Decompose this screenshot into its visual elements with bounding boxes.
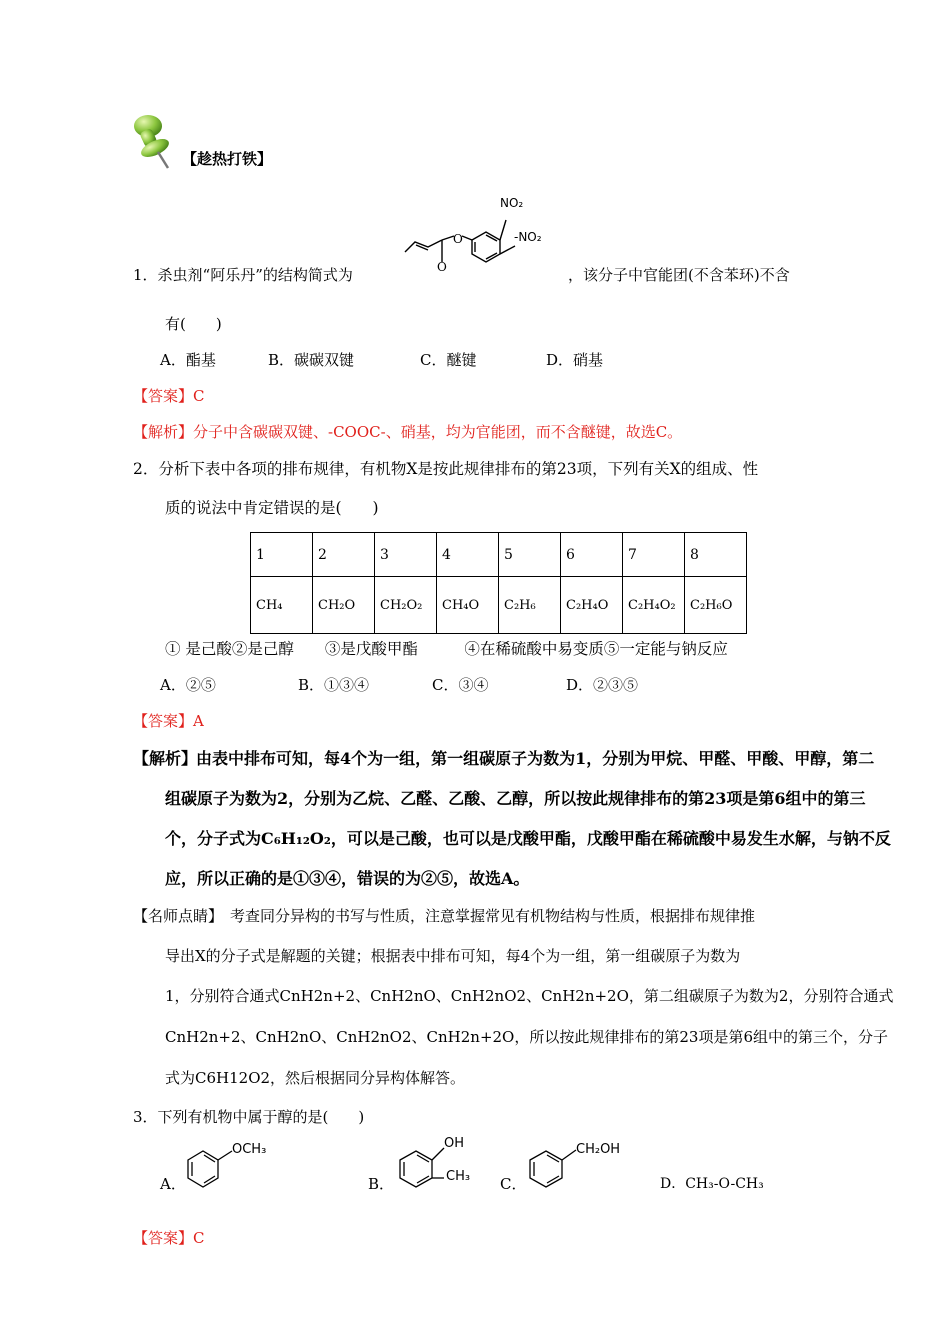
- q1-analysis-label: 【解析】: [133, 423, 194, 441]
- q3-answer: [133, 1227, 205, 1248]
- q2-option-b: B．①③④: [298, 676, 370, 694]
- q2-answer-value: A: [193, 712, 204, 730]
- q3-option-d: D．CH₃-O-CH₃: [660, 1176, 764, 1192]
- q2-stem-a: 2．分析下表中各项的排布规律，有机物X是按此规律排布的第23项，下列有关X的组成、性: [133, 460, 759, 478]
- q3-option-b: B．: [368, 1175, 395, 1193]
- q2-tip-line-5: 式为C6H12O2，然后根据同分异构体解答。: [165, 1069, 466, 1087]
- table-cell: 5: [499, 533, 561, 577]
- table-cell: C₂H₄O: [561, 577, 623, 634]
- q2-analysis-line-2: 组碳原子为数为2，分别为乙烷、乙醛、乙酸、乙醇，所以按此规律排布的第23项是第6组中的第三: [165, 789, 866, 808]
- table-cell: 7: [623, 533, 685, 577]
- q1-option-c: C．醚键: [420, 351, 477, 369]
- table-cell: 3: [375, 533, 437, 577]
- q1-answer-label: 【答案】: [133, 387, 194, 405]
- table-cell: 1: [251, 533, 313, 577]
- aledan-structure: [400, 192, 570, 286]
- cresol-structure: [388, 1132, 488, 1202]
- aledan-no2-top: NO₂: [500, 196, 524, 210]
- benzyl-alcohol-structure: [520, 1132, 640, 1202]
- q2-analysis-label: 【解析】: [133, 749, 198, 768]
- pushpin-icon: [128, 112, 180, 176]
- q1-option-a: A．酯基: [160, 351, 216, 369]
- q1-analysis-text: 分子中含碳碳双键、-COOC-、硝基，均为官能团，而不含醚键，故选C。: [193, 423, 683, 441]
- q1-answer-value: C: [193, 387, 205, 405]
- q2-tip-line-1: 考查同分异构的书写与性质，注意掌握常见有机物结构与性质，根据排布规律推: [230, 907, 756, 925]
- q2-analysis-line-1: 由表中排布可知，每4个为一组，第一组碳原子为数为1，分别为甲烷、甲醛、甲酸、甲醇，第二: [196, 749, 875, 768]
- table-cell: C₂H₆O: [685, 577, 747, 634]
- aledan-no2-right: -NO₂: [514, 230, 542, 244]
- q1-analysis: [133, 421, 682, 442]
- table-cell: CH₄: [251, 577, 313, 634]
- q2-answer: [133, 710, 204, 731]
- table-cell: CH₄O: [437, 577, 499, 634]
- benzyl-ch2oh-label: CH₂OH: [576, 1142, 621, 1157]
- anisole-structure: [178, 1138, 288, 1202]
- q2-stem-b: 质的说法中肯定错误的是( ): [165, 499, 379, 517]
- aledan-o-bridge: O: [453, 232, 463, 246]
- cresol-ch3-label: CH₃: [446, 1169, 471, 1184]
- q2-option-c: C．③④: [432, 676, 489, 694]
- q2-tip-line-4: CnH2n+2、CnH2nO、CnH2nO2、CnH2n+2O，所以按此规律排布的第23项是第6组中的第三个，分子: [165, 1028, 888, 1046]
- q2-answer-label: 【答案】: [133, 712, 194, 730]
- q3-answer-label: 【答案】: [133, 1229, 194, 1247]
- table-cell: CH₂O₂: [375, 577, 437, 634]
- table-cell: CH₂O: [313, 577, 375, 634]
- table-row-formulas: [251, 577, 747, 634]
- q1-stem-a: 1．杀虫剂“阿乐丹”的结构简式为: [133, 266, 353, 284]
- table-cell: 4: [437, 533, 499, 577]
- table-cell: C₂H₄O₂: [623, 577, 685, 634]
- q2-analysis-line-3: 个，分子式为C₆H₁₂O₂，可以是己酸，也可以是戊酸甲酯，戊酸甲酯在稀硫酸中易发生水解，与钠不反: [165, 829, 891, 848]
- q2-tip-label: 【名师点睛】: [133, 907, 224, 925]
- section-title: 【趁热打铁】: [182, 150, 273, 168]
- cresol-oh-label: OH: [444, 1136, 465, 1151]
- table-cell: 2: [313, 533, 375, 577]
- q2-tip-line-2: 导出X的分子式是解题的关键；根据表中排布可知，每4个为一组，第一组碳原子为数为: [165, 947, 741, 965]
- q2-statements: ① 是己酸②是己醇 ③是戊酸甲酯 ④在稀硫酸中易变质⑤一定能与钠反应: [165, 640, 728, 658]
- q1-option-b: B．碳碳双键: [268, 351, 355, 369]
- q3-option-a: A．: [160, 1175, 186, 1193]
- q2-analysis-line-4: 应，所以正确的是①③④，错误的为②⑤，故选A。: [165, 869, 530, 888]
- table-row-numbers: [251, 533, 747, 577]
- aledan-o-carbonyl: O: [437, 260, 447, 274]
- q1-stem-b: ，该分子中官能团(不含苯环)不含: [568, 266, 790, 284]
- q2-tip-line-3: 1，分别符合通式CnH2n+2、CnH2nO、CnH2nO2、CnH2n+2O，第二组碳原子为数为2，分别符合通式: [165, 987, 894, 1005]
- q3-option-c: C．: [500, 1175, 527, 1193]
- q3-stem: 3．下列有机物中属于醇的是( ): [133, 1108, 365, 1126]
- q2-option-d: D．②③⑤: [566, 676, 639, 694]
- anisole-label: OCH₃: [232, 1142, 267, 1157]
- table-cell: 6: [561, 533, 623, 577]
- q1-stem-c: 有( ): [165, 315, 222, 333]
- q3-answer-value: C: [193, 1229, 205, 1247]
- q2-option-a: A．②⑤: [160, 676, 216, 694]
- sequence-table: [250, 532, 747, 634]
- table-cell: C₂H₆: [499, 577, 561, 634]
- table-cell: 8: [685, 533, 747, 577]
- q1-answer: [133, 385, 205, 406]
- q1-option-d: D．硝基: [546, 351, 604, 369]
